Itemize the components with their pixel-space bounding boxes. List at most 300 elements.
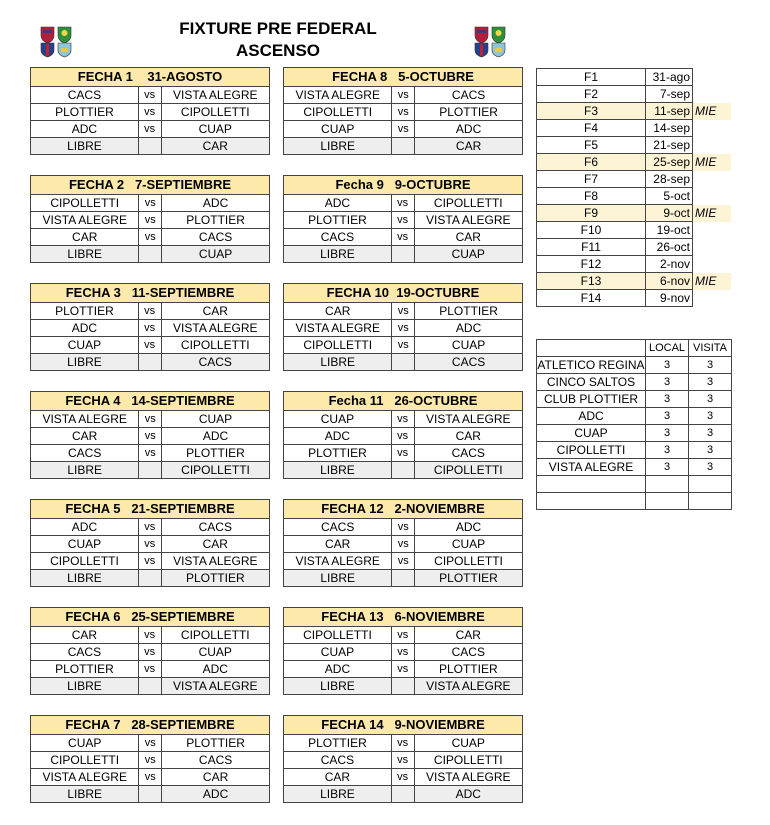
away-team: CAR [414,229,522,246]
home-team: CIPOLLETTI [31,195,139,212]
home-team: LIBRE [31,354,139,371]
vs-label [138,354,161,371]
match-row [284,138,523,155]
away-team: VISTA ALEGRE [414,411,522,428]
visita-count: 3 [689,442,732,459]
home-team: PLOTTIER [31,661,139,678]
home-team: LIBRE [31,678,139,695]
away-team: ADC [162,786,270,803]
vs-label: vs [392,320,415,337]
home-team: CAR [31,627,139,644]
match-row [31,428,270,445]
match-row [284,104,523,121]
vs-label: vs [392,536,415,553]
match-row [284,536,523,553]
fecha-date: 11-sep [646,103,693,120]
visita-count [689,476,732,493]
away-team: ADC [161,661,269,678]
club-crest-icon [492,43,505,57]
fecha-table [30,283,270,371]
weekday-note [693,222,732,239]
vs-label: vs [139,769,162,786]
vs-label: vs [391,212,414,229]
home-team: LIBRE [31,462,139,479]
match-row [284,752,523,769]
home-team: CAR [284,536,392,553]
home-team: CAR [31,428,139,445]
fecha-date: 2-nov [646,256,693,273]
club-crest-icon [58,43,71,57]
away-team: CACS [162,229,270,246]
visita-header: VISITA [689,340,732,357]
club-crest-icon [475,43,488,57]
away-team: PLOTTIER [162,445,270,462]
vs-label [391,786,414,803]
fecha-header: FECHA 13 6-NOVIEMBRE [284,608,523,627]
club-row [537,374,732,391]
away-team: CACS [414,644,522,661]
vs-label: vs [138,320,161,337]
date-row [537,205,732,222]
date-row [537,103,732,120]
fecha-code: F8 [537,188,646,205]
dates-table [536,68,732,307]
weekday-note: MIE [693,103,732,120]
fecha-header: FECHA 10 19-OCTUBRE [284,284,523,303]
visita-count: 3 [689,357,732,374]
date-row [537,188,732,205]
away-team: ADC [414,786,522,803]
home-team: CIPOLLETTI [31,752,139,769]
home-team: CAR [31,229,139,246]
vs-label: vs [139,428,162,445]
home-team: ADC [31,121,139,138]
home-team: CUAP [31,735,139,752]
vs-label [139,786,162,803]
away-team: CIPOLLETTI [161,627,269,644]
home-team: CIPOLLETTI [284,337,392,354]
match-row [31,553,270,570]
away-team: ADC [415,121,523,138]
vs-label: vs [138,644,161,661]
away-team: CUAP [415,337,523,354]
home-team: CACS [284,752,392,769]
vs-label: vs [391,661,414,678]
home-team: CUAP [284,644,392,661]
fecha-date: 9-nov [646,290,693,307]
home-team: CACS [31,445,139,462]
away-team: CACS [415,87,523,104]
fecha-date: 14-sep [646,120,693,137]
match-row [284,661,523,678]
away-team: CIPOLLETTI [414,462,522,479]
vs-label: vs [139,229,162,246]
vs-label: vs [138,536,161,553]
home-team: CIPOLLETTI [284,627,392,644]
match-row [284,121,523,138]
vs-label: vs [392,519,415,536]
local-header: LOCAL [646,340,689,357]
away-team: PLOTTIER [415,570,523,587]
match-row [31,786,270,803]
fecha-code: F6 [537,154,646,171]
club-name: CLUB PLOTTIER [537,391,646,408]
weekday-note: MIE [693,154,732,171]
vs-label: vs [391,735,414,752]
home-team: CAR [284,303,392,320]
home-team: PLOTTIER [31,303,139,320]
fecha-date: 21-sep [646,137,693,154]
vs-label: vs [391,752,414,769]
club-row [537,459,732,476]
fecha-table [283,607,523,695]
fecha-date: 19-oct [646,222,693,239]
vs-label [391,462,414,479]
match-row [284,428,523,445]
visita-count: 3 [689,408,732,425]
vs-label [139,462,162,479]
club-row [537,425,732,442]
match-row [284,337,523,354]
fecha-code: F2 [537,86,646,103]
fecha-code: F7 [537,171,646,188]
club-row [537,442,732,459]
fecha-table [30,175,270,263]
vs-label [138,678,161,695]
match-row [284,229,523,246]
away-team: PLOTTIER [162,735,270,752]
page-title [160,18,396,62]
vs-label [392,570,415,587]
away-team: CIPOLLETTI [414,752,522,769]
away-team: VISTA ALEGRE [414,769,522,786]
fecha-header: FECHA 4 14-SEPTIEMBRE [31,392,270,411]
away-team: CAR [414,428,522,445]
fecha-header: FECHA 3 11-SEPTIEMBRE [31,284,270,303]
vs-label: vs [392,104,415,121]
club-crest-icon [475,27,488,43]
home-team: VISTA ALEGRE [284,320,392,337]
home-team: LIBRE [284,462,392,479]
club-name: CINCO SALTOS [537,374,646,391]
away-team: VISTA ALEGRE [161,678,269,695]
weekday-note [693,256,732,273]
fecha-table [30,67,270,155]
local-count: 3 [646,425,689,442]
match-row [284,553,523,570]
away-team: CIPOLLETTI [415,553,523,570]
fecha-header: FECHA 2 7-SEPTIEMBRE [31,176,270,195]
fecha-header: Fecha 11 26-OCTUBRE [284,392,523,411]
fecha-table [283,175,523,263]
match-row [31,661,270,678]
home-team: CUAP [284,411,392,428]
away-team: CUAP [161,644,269,661]
match-row [284,735,523,752]
home-team: CACS [284,519,392,536]
match-row [284,462,523,479]
date-row [537,171,732,188]
local-visita-header [537,340,732,357]
fecha-code: F14 [537,290,646,307]
local-count: 3 [646,357,689,374]
fecha-header: FECHA 7 28-SEPTIEMBRE [31,716,270,735]
vs-label: vs [392,87,415,104]
away-team: CIPOLLETTI [162,462,270,479]
local-count: 3 [646,442,689,459]
match-row [284,570,523,587]
vs-label: vs [391,428,414,445]
fecha-code: F12 [537,256,646,273]
away-team: VISTA ALEGRE [161,87,269,104]
match-row [31,229,270,246]
local-count: 3 [646,459,689,476]
date-row [537,154,732,171]
away-team: PLOTTIER [415,104,523,121]
title-line-2: ASCENSO [235,41,321,60]
home-team: CUAP [31,337,139,354]
fecha-table [283,283,523,371]
home-team: CACS [31,87,139,104]
fecha-code: F5 [537,137,646,154]
fecha-table [283,67,523,155]
weekday-note: MIE [693,273,732,290]
away-team: CUAP [415,536,523,553]
away-team: CIPOLLETTI [414,195,522,212]
visita-count: 3 [689,459,732,476]
away-team: VISTA ALEGRE [161,320,269,337]
fecha-date: 7-sep [646,86,693,103]
vs-label: vs [392,121,415,138]
fecha-date: 6-nov [646,273,693,290]
match-row [31,195,270,212]
local-count: 3 [646,391,689,408]
local-count [646,493,689,510]
match-row [31,462,270,479]
date-row [537,290,732,307]
away-team: PLOTTIER [414,661,522,678]
match-row [31,536,270,553]
fecha-code: F11 [537,239,646,256]
home-team: CIPOLLETTI [284,104,392,121]
home-team: PLOTTIER [31,104,139,121]
away-team: VISTA ALEGRE [161,553,269,570]
date-row [537,86,732,103]
away-team: CACS [161,354,269,371]
weekday-note [693,239,732,256]
away-team: CACS [161,519,269,536]
away-team: ADC [415,320,523,337]
club-name: ADC [537,408,646,425]
vs-label: vs [139,735,162,752]
match-row [31,411,270,428]
match-row [31,246,270,263]
match-row [31,337,270,354]
fecha-header: FECHA 1 31-AGOSTO [31,68,270,87]
fecha-table [283,391,523,479]
vs-label: vs [138,661,161,678]
club-name: ATLETICO REGINA [537,358,645,372]
home-team: CIPOLLETTI [31,553,139,570]
home-team: VISTA ALEGRE [31,769,139,786]
away-team: ADC [162,428,270,445]
vs-label [138,570,161,587]
vs-label: vs [391,195,414,212]
club-row [537,476,732,493]
home-team: PLOTTIER [284,735,392,752]
home-team: LIBRE [284,570,392,587]
vs-label: vs [391,644,414,661]
visita-count: 3 [689,391,732,408]
fecha-table [283,715,523,803]
home-team: LIBRE [31,138,139,155]
away-team: ADC [415,519,523,536]
home-team: LIBRE [31,246,139,263]
home-team: ADC [284,195,392,212]
match-row [31,320,270,337]
club-header [537,340,646,357]
home-team: CAR [284,769,392,786]
home-team: VISTA ALEGRE [31,212,139,229]
away-team: VISTA ALEGRE [414,678,522,695]
away-team: CACS [414,445,522,462]
match-row [31,678,270,695]
match-row [284,786,523,803]
vs-label [391,246,414,263]
fecha-date: 28-sep [646,171,693,188]
home-team: VISTA ALEGRE [31,411,139,428]
fecha-code: F9 [537,205,646,222]
weekday-note: MIE [693,205,732,222]
match-row [31,769,270,786]
match-row [31,303,270,320]
match-row [31,138,270,155]
weekday-note [693,69,732,86]
fecha-date: 5-oct [646,188,693,205]
fecha-table [30,715,270,803]
away-team: CUAP [414,735,522,752]
vs-label [392,138,415,155]
away-team: PLOTTIER [415,303,523,320]
club-crests-right [473,24,507,58]
date-row [537,69,732,86]
home-team: LIBRE [31,570,139,587]
away-team: CUAP [161,121,269,138]
local-count: 3 [646,408,689,425]
match-row [284,87,523,104]
weekday-note [693,137,732,154]
home-team: ADC [284,428,392,445]
match-row [31,627,270,644]
match-row [284,411,523,428]
match-row [31,445,270,462]
visita-count: 3 [689,425,732,442]
home-team: ADC [31,320,139,337]
fecha-date: 9-oct [646,205,693,222]
vs-label [392,354,415,371]
vs-label: vs [138,121,161,138]
vs-label: vs [138,553,161,570]
match-row [31,519,270,536]
home-team: LIBRE [284,678,392,695]
vs-label: vs [138,519,161,536]
date-row [537,137,732,154]
home-team: VISTA ALEGRE [284,87,392,104]
away-team: PLOTTIER [161,570,269,587]
home-team: LIBRE [284,246,392,263]
away-team: CIPOLLETTI [161,337,269,354]
match-row [284,627,523,644]
home-team: ADC [31,519,139,536]
fecha-code: F4 [537,120,646,137]
vs-label: vs [138,303,161,320]
away-team: VISTA ALEGRE [414,212,522,229]
date-row [537,120,732,137]
weekday-note [693,188,732,205]
match-row [31,104,270,121]
home-team: PLOTTIER [284,212,392,229]
match-row [284,354,523,371]
club-crest-icon [41,27,54,43]
vs-label [138,138,161,155]
away-team: CAR [415,138,523,155]
away-team: CACS [162,752,270,769]
vs-label: vs [139,752,162,769]
date-row [537,222,732,239]
fecha-table [30,607,270,695]
vs-label: vs [139,212,162,229]
visita-count [689,493,732,510]
match-row [284,303,523,320]
fecha-code: F1 [537,69,646,86]
vs-label [391,678,414,695]
home-team: LIBRE [284,354,392,371]
match-row [284,195,523,212]
home-team: CACS [31,644,139,661]
weekday-note [693,171,732,188]
away-team: CAR [161,303,269,320]
vs-label: vs [392,553,415,570]
vs-label: vs [139,195,162,212]
fecha-date: 25-sep [646,154,693,171]
fecha-table [30,499,270,587]
club-name: CIPOLLETTI [537,442,646,459]
fecha-header: FECHA 8 5-OCTUBRE [284,68,523,87]
title-line-1: FIXTURE PRE FEDERAL [179,19,377,38]
vs-label: vs [139,445,162,462]
club-row [537,493,732,510]
away-team: ADC [162,195,270,212]
fecha-header: FECHA 14 9-NOVIEMBRE [284,716,523,735]
club-row [537,408,732,425]
match-row [31,570,270,587]
club-row [537,357,732,374]
vs-label: vs [391,627,414,644]
fecha-header: FECHA 6 25-SEPTIEMBRE [31,608,270,627]
club-crest-icon [41,43,54,57]
home-team: LIBRE [284,786,392,803]
date-row [537,239,732,256]
club-name [537,493,646,510]
vs-label: vs [391,229,414,246]
vs-label: vs [138,627,161,644]
club-name: CUAP [537,425,646,442]
match-row [31,644,270,661]
match-row [284,769,523,786]
weekday-note [693,120,732,137]
weekday-note [693,290,732,307]
club-row [537,391,732,408]
